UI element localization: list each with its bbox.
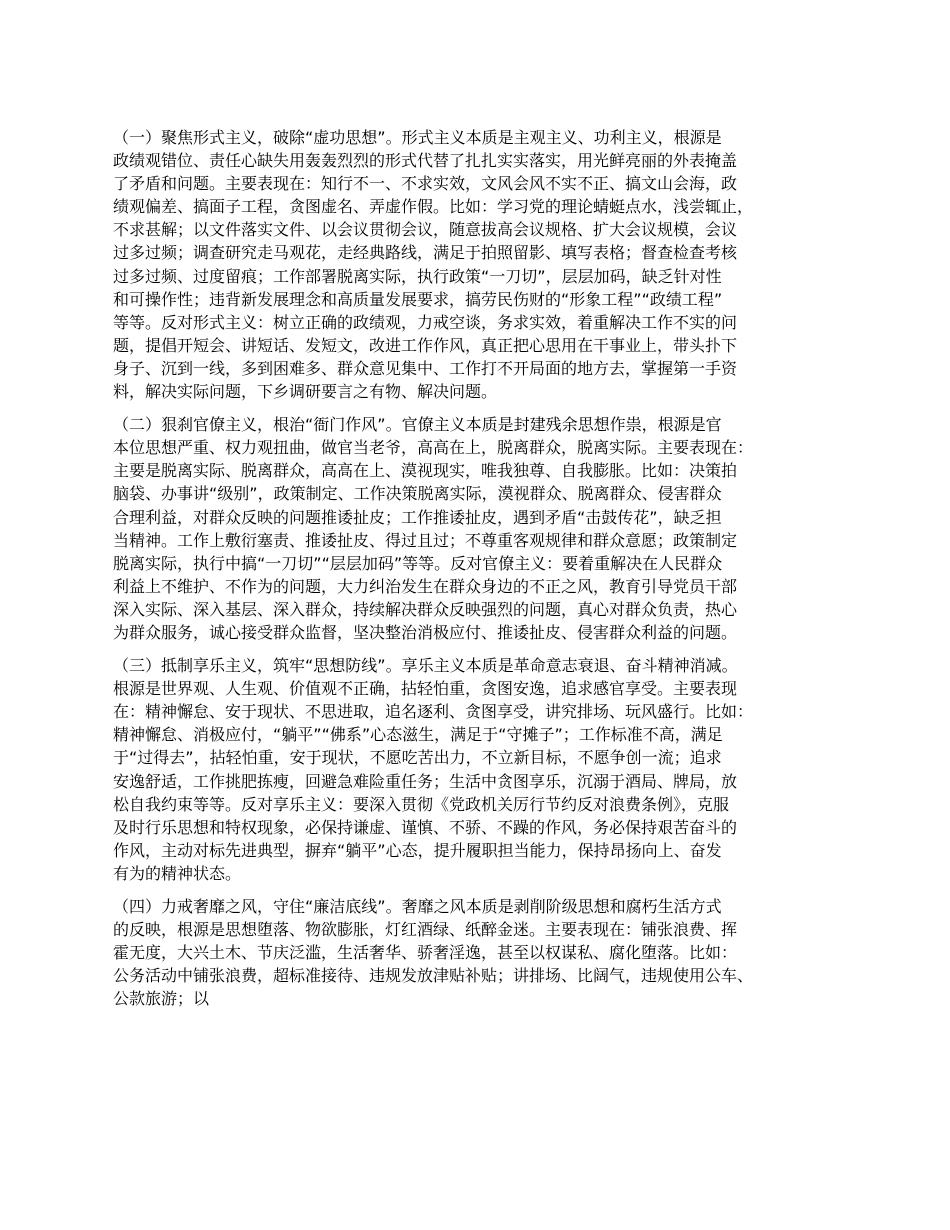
- text-line: 料，解决实际问题，下乡调研要言之有物、解决问题。: [113, 382, 498, 402]
- text-line: 本位思想严重、权力观扭曲，做官当老爷，高高在上，脱离群众，脱离实际。主要表现在：: [113, 438, 754, 458]
- text-line: 公款旅游；以: [113, 989, 210, 1009]
- text-line: 及时行乐思想和特权现象，必保持谦虚、谨慎、不骄、不躁的作风，务必保持艰苦奋斗的: [113, 817, 738, 837]
- paragraph-formalism: [113, 126, 858, 403]
- text-line: 过多过频、过度留痕；工作部署脱离实际，执行政策“一刀切”，层层加码，缺乏针对性: [113, 266, 722, 286]
- text-line: 作风，主动对标先进典型，摒弃“躺平”心态，提升履职担当能力，保持昂扬向上、奋发: [113, 840, 722, 860]
- text-line: 有为的精神状态。: [113, 863, 242, 883]
- text-line: 等等。反对形式主义：树立正确的政绩观，力戒空谈，务求实效，着重解决工作不实的问: [113, 312, 738, 332]
- text-line: 利益上不维护、不作为的问题，大力纠治发生在群众身边的不正之风，教育引导党员干部: [113, 576, 738, 596]
- text-line: 不求甚解；以文件落实文件、以会议贯彻会议，随意拔高会议规格、扩大会议规模，会议: [113, 220, 738, 240]
- text-line: 根源是世界观、人生观、价值观不正确，拈轻怕重，贪图安逸，追求感官享受。主要表现: [113, 679, 738, 699]
- text-line: （四）力戒奢靡之风，守住“廉洁底线”。奢靡之风本质是剥削阶级思想和腐朽生活方式: [113, 897, 722, 916]
- paragraph-hedonism: [113, 654, 858, 885]
- text-line: 绩观偏差、搞面子工程，贪图虚名、弄虚作假。比如：学习党的理论蜻蜓点水，浅尝辄止，: [113, 197, 754, 217]
- text-line: 于“过得去”，拈轻怕重，安于现状，不愿吃苦出力，不立新目标，不愿争创一流；追求: [113, 748, 722, 768]
- text-line: 松自我约束等等。反对享乐主义：要深入贯彻《党政机关厉行节约反对浪费条例》，克服: [113, 794, 730, 814]
- text-line: 在：精神懈怠、安于现状、不思进取，追名逐利、贪图享受，讲究排场、玩风盛行。比如：: [113, 702, 754, 722]
- text-line: 为群众服务，诚心接受群众监督，坚决整治消极应付、推诿扯皮、侵害群众利益的问题。: [113, 622, 738, 642]
- text-line: 题，提倡开短会、讲短话、发短文，改进工作作风，真正把心思用在干事业上，带头扑下: [113, 335, 738, 355]
- paragraph-extravagance: [113, 895, 858, 1010]
- text-line: 精神懈怠、消极应付，“躺平”“佛系”心态滋生，满足于“守摊子”；工作标准不高，满足: [113, 725, 723, 745]
- text-line: 当精神。工作上敷衍塞责、推诿扯皮、得过且过；不尊重客观规律和群众意愿；政策制定: [113, 530, 738, 550]
- text-line: 安逸舒适，工作挑肥拣瘦，回避急难险重任务；生活中贪图享乐，沉溺于酒局、牌局，放: [113, 771, 738, 791]
- text-line: （一）聚焦形式主义，破除“虚功思想”。形式主义本质是主观主义、功利主义，根源是: [113, 128, 722, 147]
- text-line: 脑袋、办事讲“级别”，政策制定、工作决策脱离实际，漠视群众、脱离群众、侵害群众: [113, 484, 722, 504]
- text-line: 身子、沉到一线，多到困难多、群众意见集中、工作打不开局面的地方去，掌握第一手资: [113, 358, 738, 378]
- text-line: 过多过频；调查研究走马观花，走经典路线，满足于拍照留影、填写表格；督查检查考核: [113, 243, 738, 263]
- text-line: 的反映，根源是思想堕落、物欲膨胀，灯红酒绿、纸醉金迷。主要表现在：铺张浪费、挥: [113, 920, 738, 940]
- text-line: 脱离实际，执行中搞“一刀切”“层层加码”等等。反对官僚主义：要着重解决在人民群众: [113, 553, 723, 573]
- text-line: 公务活动中铺张浪费，超标准接待、违规发放津贴补贴；讲排场、比阔气，违规使用公车、: [113, 966, 754, 986]
- document-body: [113, 126, 858, 1010]
- text-line: （三）抵制享乐主义，筑牢“思想防线”。享乐主义本质是革命意志衰退、奋斗精神消减。: [113, 656, 738, 676]
- text-line: 合理利益，对群众反映的问题推诿扯皮；工作推诿扯皮，遇到矛盾“击鼓传花”，缺乏担: [113, 507, 722, 527]
- text-line: （二）狠刹官僚主义，根治“衙门作风”。官僚主义本质是封建残余思想作祟，根源是官: [113, 415, 722, 435]
- text-line: 和可操作性；违背新发展理念和高质量发展要求，搞劳民伤财的“形象工程”“政绩工程”: [113, 289, 723, 309]
- text-line: 深入实际、深入基层、深入群众，持续解决群众反映强烈的问题，真心对群众负责，热心: [113, 599, 738, 619]
- paragraph-bureaucratism: [113, 413, 858, 644]
- text-line: 霍无度，大兴土木、节庆泛滥，生活奢华、骄奢淫逸，甚至以权谋私、腐化堕落。比如：: [113, 943, 738, 963]
- text-line: 主要是脱离实际、脱离群众，高高在上、漠视现实，唯我独尊、自我膨胀。比如：决策拍: [113, 461, 738, 481]
- text-line: 政绩观错位、责任心缺失用轰轰烈烈的形式代替了扎扎实实落实，用光鲜亮丽的外表掩盖: [113, 151, 738, 171]
- text-line: 了矛盾和问题。主要表现在：知行不一、不求实效，文风会风不实不正、搞文山会海，政: [113, 174, 738, 194]
